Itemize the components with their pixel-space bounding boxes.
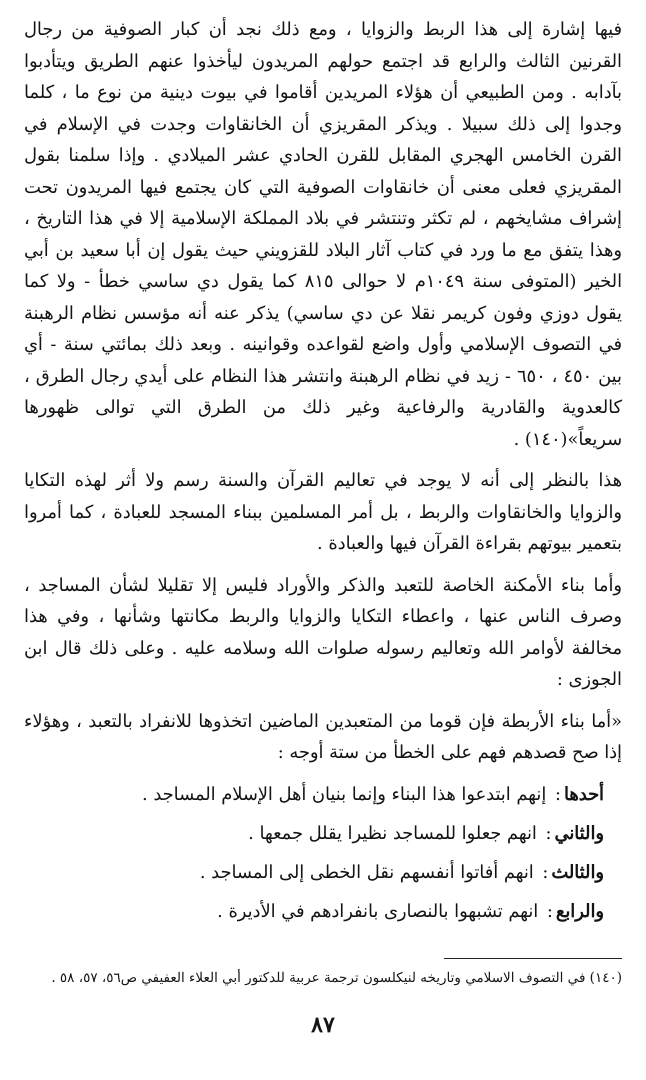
page-number: ٨٧ [311, 1012, 335, 1038]
list-item: والرابع: انهم تشبهوا بالنصارى بانفرادهم في الأديرة . [217, 900, 604, 922]
quote-paragraph: «أما بناء الأربطة فإن قوما من المتعبدين الماضين اتخذوها للانفراد بالتعبد ، وهؤلاء إذا صح قصدهم فهم على الخطأ من ستة أوجه : [24, 710, 622, 763]
list-item-text: انهم تشبهوا بالنصارى بانفرادهم في الأديرة . [217, 900, 539, 922]
page-body [24, 14, 622, 931]
list-item-head: والثاني [554, 822, 604, 844]
list-item: والثالث: انهم أفاتوا أنفسهم نقل الخطى إلى المساجد . [199, 861, 604, 883]
list-item: والثاني: انهم جعلوا للمساجد نظيرا يقلل جمعها . [248, 822, 604, 844]
footnote-divider [444, 958, 622, 959]
list-item-head: أحدها [563, 783, 604, 805]
paragraph-1: فيها إشارة إلى هذا الربط والزوايا ، ومع ذلك نجد أن كبار الصوفية من رجال القرنين الثالث والرابع قد اجتمع حولهم المريدون ليأخذوا عنهم الطريق ويتأدبوا بآدابه . ومن الطبيعي أن هؤلاء المريدين أقاموا في بيوت دينية من نوع ما ، كلما وجدوا إلى ذلك سبيلا . ويذكر المقريزي أن الخانقاوات وجدت في الإسلام في القرن الخامس الهجري المقابل للقرن الحادي عشر الميلادي . وإذا سلمنا بقول المقريزي فعلى معنى أن خانقاوات الصوفية التي كان يجتمع فيها المريدون تحت إشراف مشايخهم ، لم تكثر وتنتشر في بلاد المملكة الإسلامية إلا في هذا التاريخ ، وهذا يتفق مع ما ورد في كتاب آثار البلاد للقزويني حيث يقول إن أبا سعيد بن أبي الخير (المتوفى سنة ١٠٤٩م لا حوالى ٨١٥ كما يقول دي ساسي خطأ - ولا كما يقول دوزي وفون كريمر نقلا عن دي ساسي) يذكر عنه أنه مؤسس نظام الرهبنة في التصوف الإسلامي وأول واضع لقواعده وقوانينه . وبعد ذلك بمائتي سنة - أي بين ٤٥٠ ، ٦٥٠ - زيد في نظام الرهبنة وانتشر هذا النظام على أيدي رجال الطرق ، كالعدوية والقادرية والرفاعية وغير ذلك من الطرق التي توالى ظهورها سريعاً»(١٤٠) . [24, 19, 623, 450]
paragraph-2: هذا بالنظر إلى أنه لا يوجد في تعاليم القرآن والسنة رسم ولا أثر لهذه التكايا والزوايا والخانقاوات والربط ، بل أمر المسلمين ببناء المسجد للعبادة ، كما أمروا بتعمير بيوتهم بقراءة القرآن فيها والعبادة . [24, 470, 622, 554]
list-item: أحدها: إنهم ابتدعوا هذا البناء وإنما بنيان أهل الإسلام المساجد . [142, 783, 604, 805]
list-item-text: انهم أفاتوا أنفسهم نقل الخطى إلى المساجد . [199, 861, 534, 883]
list-item-text: انهم جعلوا للمساجد نظيرا يقلل جمعها . [248, 822, 537, 844]
list-item-head: والرابع [555, 900, 604, 922]
paragraph-3: وأما بناء الأمكنة الخاصة للتعبد والذكر والأوراد فليس إلا تقليلا لشأن المساجد ، وصرف الناس عنها ، واعطاء التكايا والزوايا والربط مكانتها وشأنها ، وفي هذا مخالفة لأوامر الله وتعاليم رسوله صلوات الله وسلامه عليه . وعلى ذلك قال ابن الجوزى : [24, 574, 622, 690]
footnote: (١٤٠) في التصوف الاسلامي وتاريخه لنيكلسون ترجمة عربية للدكتور أبي العلاء العفيفي ص٥٦، ٥٧، ٥٨ . [51, 970, 622, 986]
list-item-head: والثالث [551, 861, 604, 883]
list-item-text: إنهم ابتدعوا هذا البناء وإنما بنيان أهل الإسلام المساجد . [142, 783, 547, 805]
aspects-list [24, 775, 622, 931]
